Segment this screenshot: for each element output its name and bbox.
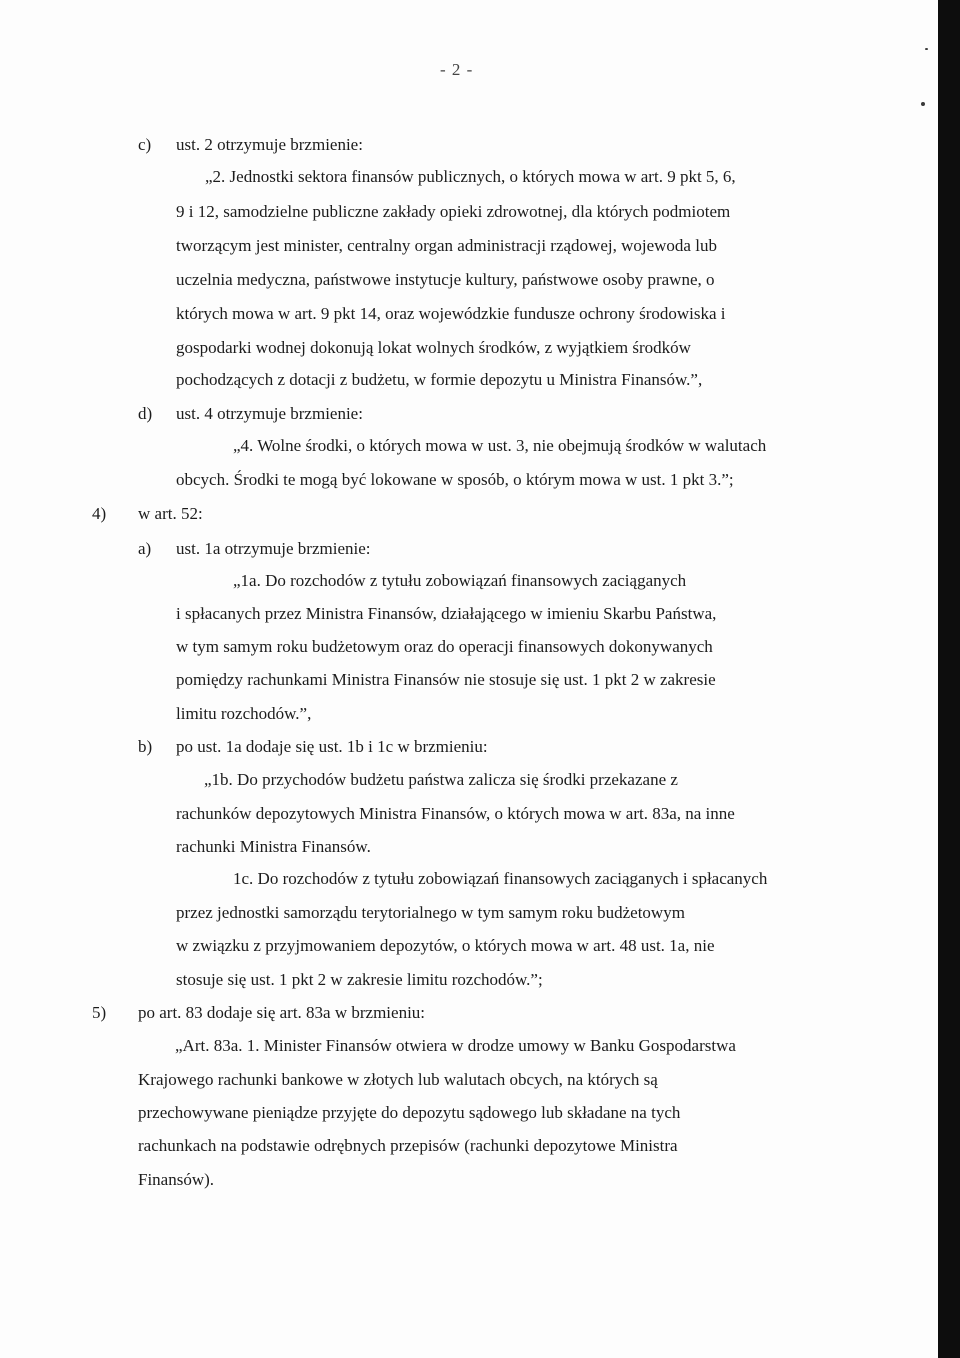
- item-a-heading: ust. 1a otrzymuje brzmienie:: [176, 539, 371, 558]
- text-line: „1b. Do przychodów budżetu państwa zalicza się środki przekazane z: [204, 770, 678, 789]
- text-line: Finansów).: [138, 1170, 215, 1189]
- item-b-heading: po ust. 1a dodaje się ust. 1b i 1c w brzmieniu:: [176, 737, 488, 756]
- text-line: 1c. Do rozchodów z tytułu zobowiązań finansowych zaciąganych i spłacanych: [233, 869, 768, 888]
- text-line: przez jednostki samorządu terytorialnego w tym samym roku budżetowym: [176, 903, 685, 922]
- text-line: „2. Jednostki sektora finansów publicznych, o których mowa w art. 9 pkt 5, 6,: [205, 167, 736, 186]
- list-marker-4: 4): [92, 504, 107, 523]
- text-line: 9 i 12, samodzielne publiczne zakłady opieki zdrowotnej, dla których podmiotem: [176, 202, 731, 221]
- text-line: Krajowego rachunki bankowe w złotych lub walutach obcych, na których są: [138, 1070, 658, 1089]
- text-line: w związku z przyjmowaniem depozytów, o których mowa w art. 48 ust. 1a, nie: [176, 936, 715, 955]
- scan-edge-bar: [938, 0, 960, 1358]
- text-line: których mowa w art. 9 pkt 14, oraz wojewódzkie fundusze ochrony środowiska i: [176, 304, 726, 323]
- text-line: pochodzących z dotacji z budżetu, w formie depozytu u Ministra Finansów.”,: [176, 370, 703, 389]
- list-marker-5: 5): [92, 1003, 107, 1022]
- text-line: w tym samym roku budżetowym oraz do operacji finansowych dokonywanych: [176, 637, 713, 656]
- text-line: obcych. Środki te mogą być lokowane w sposób, o którym mowa w ust. 1 pkt 3.”;: [176, 470, 734, 489]
- text-line: „Art. 83a. 1. Minister Finansów otwiera w drodze umowy w Banku Gospodarstwa: [175, 1036, 736, 1055]
- text-line: rachunkach na podstawie odrębnych przepisów (rachunki depozytowe Ministra: [138, 1136, 678, 1155]
- list-marker-c: c): [138, 135, 152, 154]
- text-line: rachunki Ministra Finansów.: [176, 837, 371, 856]
- scan-speck: [921, 102, 925, 106]
- scan-speck: [925, 48, 928, 50]
- text-line: uczelnia medyczna, państwowe instytucje kultury, państwowe osoby prawne, o: [176, 270, 715, 289]
- list-marker-a: a): [138, 539, 152, 558]
- list-marker-d: d): [138, 404, 153, 423]
- item-d-heading: ust. 4 otrzymuje brzmienie:: [176, 404, 363, 423]
- item-c-heading: ust. 2 otrzymuje brzmienie:: [176, 135, 363, 154]
- text-line: stosuje się ust. 1 pkt 2 w zakresie limitu rozchodów.”;: [176, 970, 543, 989]
- text-line: pomiędzy rachunkami Ministra Finansów nie stosuje się ust. 1 pkt 2 w zakresie: [176, 670, 716, 689]
- text-line: „4. Wolne środki, o których mowa w ust. 3, nie obejmują środków w walutach: [233, 436, 767, 455]
- text-line: limitu rozchodów.”,: [176, 704, 312, 723]
- text-line: tworzącym jest minister, centralny organ administracji rządowej, wojewoda lub: [176, 236, 717, 255]
- text-line: „1a. Do rozchodów z tytułu zobowiązań finansowych zaciąganych: [233, 571, 687, 590]
- text-line: przechowywane pieniądze przyjęte do depozytu sądowego lub składane na tych: [138, 1103, 681, 1122]
- page-number: - 2 -: [440, 60, 474, 79]
- list-marker-b: b): [138, 737, 153, 756]
- text-line: gospodarki wodnej dokonują lokat wolnych środków, z wyjątkiem środków: [176, 338, 691, 357]
- text-line: i spłacanych przez Ministra Finansów, działającego w imieniu Skarbu Państwa,: [176, 604, 717, 623]
- item-4-heading: w art. 52:: [138, 504, 203, 523]
- item-5-heading: po art. 83 dodaje się art. 83a w brzmieniu:: [138, 1003, 426, 1022]
- text-line: rachunków depozytowych Ministra Finansów, o których mowa w art. 83a, na inne: [176, 804, 735, 823]
